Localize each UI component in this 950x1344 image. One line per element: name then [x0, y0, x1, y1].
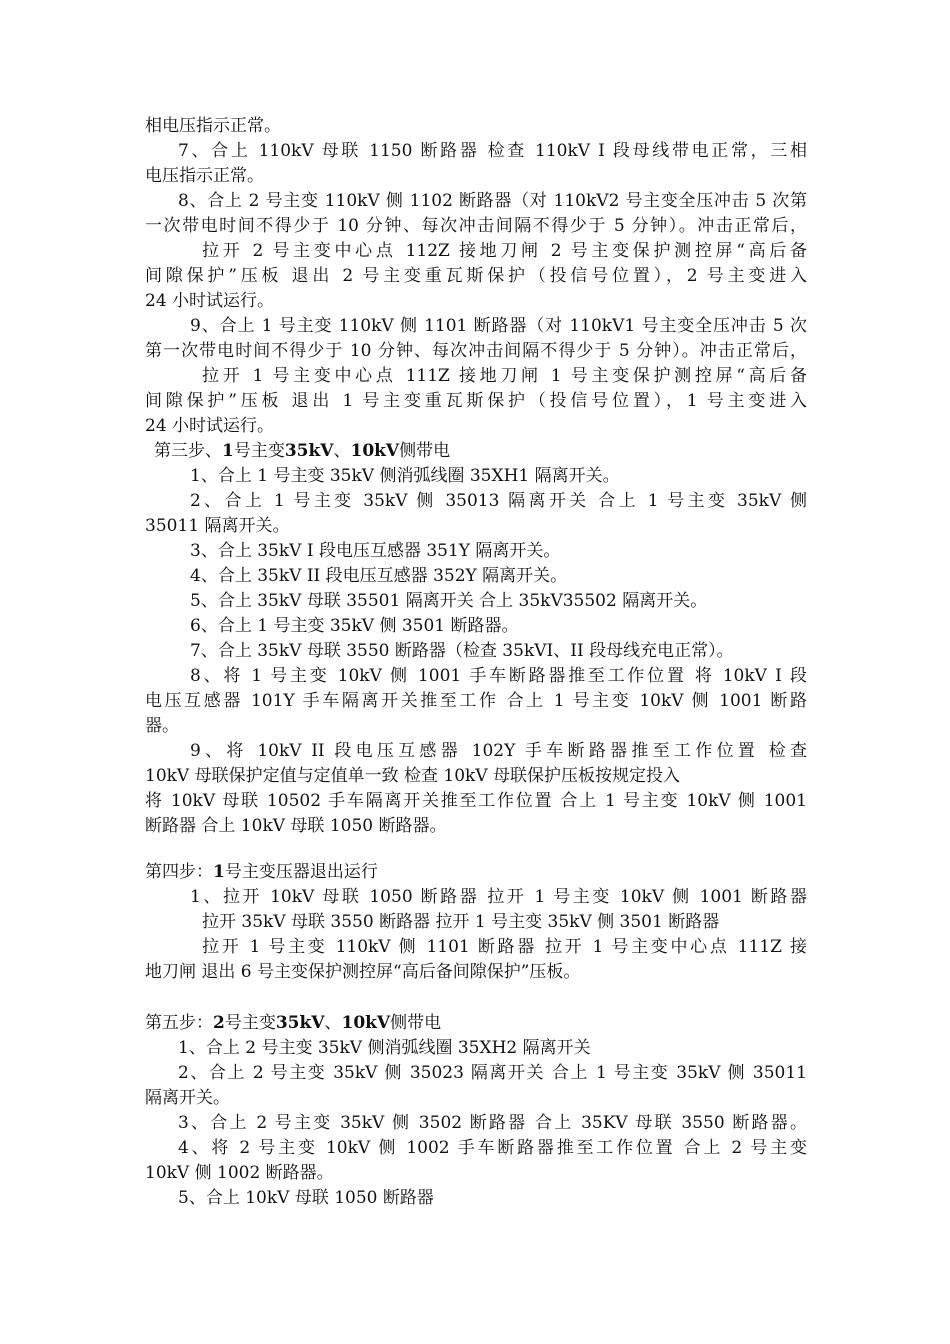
text-line: 地刀闸 退出 6 号主变保护测控屏“高后备间隙保护”压板。 — [145, 962, 581, 982]
text-line: 9、合上 1 号主变 110kV 侧 1101 断路器（对 110kV1 号主变全压冲击 5 次 — [190, 316, 807, 336]
text-line: 10kV 母联保护定值与定值单一致 检查 10kV 母联保护压板按规定投入 — [145, 766, 681, 786]
text-line: 3、合上 35kV I 段电压互感器 351Y 隔离开关。 — [190, 541, 561, 561]
text-line: 2、合上 1 号主变 35kV 侧 35013 隔离开关 合上 1 号主变 35kV 侧 — [190, 491, 807, 511]
heading-text: 第五步： — [145, 1013, 213, 1033]
text-line: 8、将 1 号主变 10kV 侧 1001 手车断路器推至工作位置 将 10kV I 段 — [190, 666, 807, 686]
text-line: 4、将 2 号主变 10kV 侧 1002 手车断路器推至工作位置 合上 2 号主变 — [178, 1138, 807, 1158]
text-line: 间隙保护”压板 退出 2 号主变重瓦斯保护（投信号位置），2 号主变进入 — [145, 266, 807, 286]
heading-text: 侧带电 — [390, 1013, 442, 1033]
text-line: 3、合上 2 号主变 35kV 侧 3502 断路器 合上 35KV 母联 3550 断路器。 — [178, 1113, 807, 1133]
text-line: 隔离开关。 — [145, 1088, 230, 1108]
text-line: 5、合上 35kV 母联 35501 隔离开关 合上 35kV35502 隔离开关。 — [190, 591, 708, 611]
text-line: 1、合上 1 号主变 35kV 侧消弧线圈 35XH1 隔离开关。 — [190, 466, 620, 486]
text-line: 拉开 35kV 母联 3550 断路器 拉开 1 号主变 35kV 侧 3501 断路器 — [202, 912, 720, 932]
text-line: 将 10kV 母联 10502 手车隔离开关推至工作位置 合上 1 号主变 10kV 侧 1001 — [145, 791, 807, 811]
text-line: 拉开 1 号主变 110kV 侧 1101 断路器 拉开 1 号主变中心点 111Z 接 — [202, 937, 807, 957]
heading-text: 、 — [333, 441, 351, 461]
text-line: 7、合上 35kV 母联 3550 断路器（检查 35kVI、II 段母线充电正常）。 — [190, 641, 734, 661]
heading-text: 、 — [324, 1013, 342, 1033]
text-line: 断路器 合上 10kV 母联 1050 断路器。 — [145, 816, 447, 836]
text-line: 24 小时试运行。 — [145, 416, 275, 436]
heading-text: 1 — [213, 862, 225, 882]
text-line: 第一次带电时间不得少于 10 分钟、每次冲击间隔不得少于 5 分钟）。冲击正常后， — [145, 341, 807, 361]
heading-text: 号主变 — [224, 1013, 276, 1033]
heading-text: 35kV — [284, 441, 334, 461]
heading-text: 35kV — [275, 1013, 325, 1033]
heading-text: 1 — [222, 441, 234, 461]
text-line: 器。 — [145, 716, 179, 736]
text-line: 4、合上 35kV II 段电压互感器 352Y 隔离开关。 — [190, 566, 568, 586]
heading-text: 号主变 — [233, 441, 285, 461]
text-line: 7、合上 110kV 母联 1150 断路器 检查 110kV I 段母线带电正常，三相 — [178, 141, 807, 161]
text-line: 电压互感器 101Y 手车隔离开关推至工作 合上 1 号主变 10kV 侧 1001 断路 — [145, 691, 807, 711]
text-line: 6、合上 1 号主变 35kV 侧 3501 断路器。 — [190, 616, 519, 636]
text-line: 1、合上 2 号主变 35kV 侧消弧线圈 35XH2 隔离开关 — [178, 1038, 591, 1058]
text-line: 相电压指示正常。 — [145, 116, 281, 136]
text-line: 电压指示正常。 — [145, 166, 264, 186]
text-line: 2、合上 2 号主变 35kV 侧 35023 隔离开关 合上 1 号主变 35kV 侧 35011 — [178, 1063, 807, 1083]
text-line: 拉开 1 号主变中心点 111Z 接地刀闸 1 号主变保护测控屏“高后备 — [202, 366, 807, 386]
text-line: 1、拉开 10kV 母联 1050 断路器 拉开 1 号主变 10kV 侧 1001 断路器 — [190, 887, 807, 907]
text-line: 35011 隔离开关。 — [145, 516, 290, 536]
heading-text: 号主变压器退出运行 — [224, 862, 378, 882]
heading-text: 侧带电 — [399, 441, 451, 461]
section-heading — [145, 439, 816, 464]
heading-text: 第四步： — [145, 862, 213, 882]
heading-text: 10kV — [341, 1013, 391, 1033]
text-line: 拉开 2 号主变中心点 112Z 接地刀闸 2 号主变保护测控屏“高后备 — [202, 241, 807, 261]
heading-text: 第三步、 — [154, 441, 222, 461]
section-heading — [145, 860, 807, 885]
text-line: 10kV 侧 1002 断路器。 — [145, 1163, 334, 1183]
text-line: 5、合上 10kV 母联 1050 断路器 — [178, 1188, 434, 1208]
section-heading — [145, 1011, 807, 1036]
text-line: 9、将 10kV II 段电压互感器 102Y 手车断路器推至工作位置 检查 — [190, 741, 807, 761]
text-line: 24 小时试运行。 — [145, 291, 275, 311]
text-line: 8、合上 2 号主变 110kV 侧 1102 断路器（对 110kV2 号主变全压冲击 5 次第 — [178, 191, 807, 211]
text-line: 一次带电时间不得少于 10 分钟、每次冲击间隔不得少于 5 分钟）。冲击正常后， — [145, 216, 807, 236]
heading-text: 10kV — [350, 441, 400, 461]
heading-text: 2 — [213, 1013, 225, 1033]
text-line: 间隙保护”压板 退出 1 号主变重瓦斯保护（投信号位置），1 号主变进入 — [145, 391, 807, 411]
